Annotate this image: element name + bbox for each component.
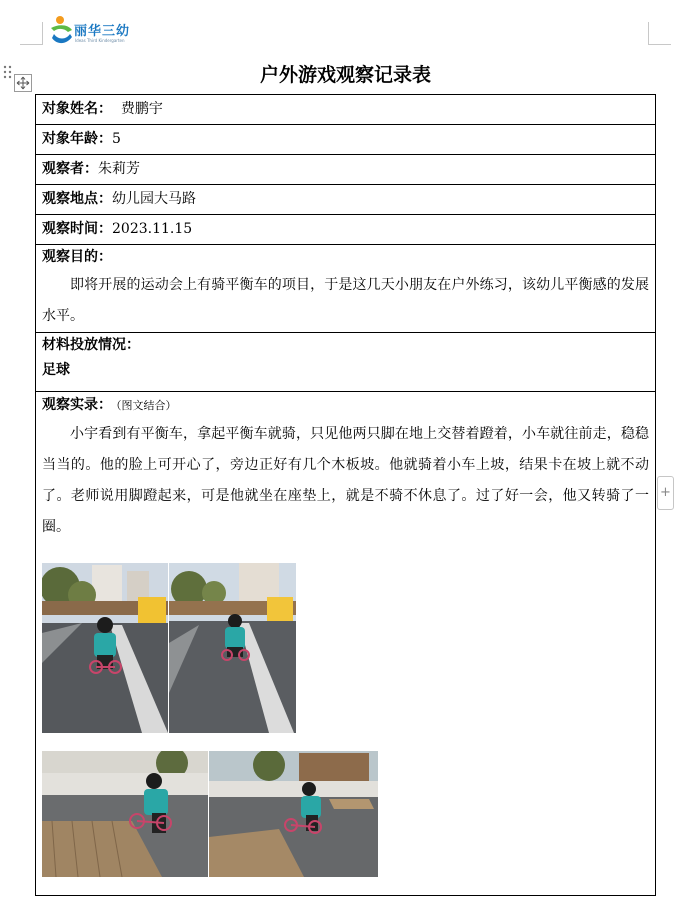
- page-corner-mark-right: [648, 22, 671, 45]
- page-corner-mark-left: [20, 22, 43, 45]
- value-age: 5: [112, 131, 121, 147]
- logo-name: 丽华三幼: [74, 24, 131, 39]
- logo-subtitle: Ideas Third Kindergarten: [75, 38, 125, 43]
- logo-figure-icon: [48, 14, 76, 48]
- row-observer: [36, 155, 656, 185]
- label-purpose: 观察目的：: [42, 249, 112, 265]
- label-observation: 观察实录：: [42, 397, 112, 413]
- add-column-button[interactable]: +: [657, 476, 674, 510]
- photo-child-on-ramp-1[interactable]: [42, 751, 208, 877]
- observation-text: 小宇看到有平衡车，拿起平衡车就骑，只见他两只脚在地上交替着蹬着，小车就往前走，稳稳当当的。他的脸上可开心了，旁边正好有几个木板坡。他就骑着小车上坡，结果卡在坡上就不动了。老师说用脚蹬起来，可是他就坐在座垫上，就是不骑不休息了。过了好一会，他又转骑了一圈。: [42, 426, 649, 535]
- observation-record-table: [35, 94, 656, 896]
- label-location: 观察地点：: [42, 191, 112, 207]
- row-observation: [36, 392, 656, 896]
- row-materials: [36, 333, 656, 392]
- row-purpose: [36, 245, 656, 333]
- kindergarten-logo: [48, 14, 144, 48]
- label-materials: 材料投放情况：: [42, 337, 140, 353]
- row-name: [36, 95, 656, 125]
- purpose-text: 即将开展的运动会上有骑平衡车的项目，于是这几天小朋友在户外练习，该幼儿平衡感的发展水平。: [42, 277, 649, 324]
- value-observer: 朱莉芳: [98, 161, 140, 177]
- page-title: 户外游戏观察记录表: [259, 64, 431, 86]
- label-time: 观察时间：: [42, 221, 112, 237]
- value-time: 2023.11.15: [112, 221, 193, 237]
- label-age: 对象年龄：: [42, 131, 112, 147]
- value-location: 幼儿园大马路: [112, 191, 196, 207]
- value-materials: 足球: [42, 362, 70, 378]
- photo-child-on-ramp-2[interactable]: [209, 751, 378, 877]
- row-time: [36, 215, 656, 245]
- row-location: [36, 185, 656, 215]
- label-name: 对象姓名：: [42, 101, 112, 117]
- value-name: 费鹏宇: [112, 101, 163, 117]
- photo-child-riding-1[interactable]: [42, 563, 168, 733]
- label-observer: 观察者：: [42, 161, 98, 177]
- photo-child-riding-2[interactable]: [169, 563, 296, 733]
- row-age: [36, 125, 656, 155]
- observation-photos: [42, 543, 649, 863]
- observation-note: （图文结合）: [116, 399, 177, 412]
